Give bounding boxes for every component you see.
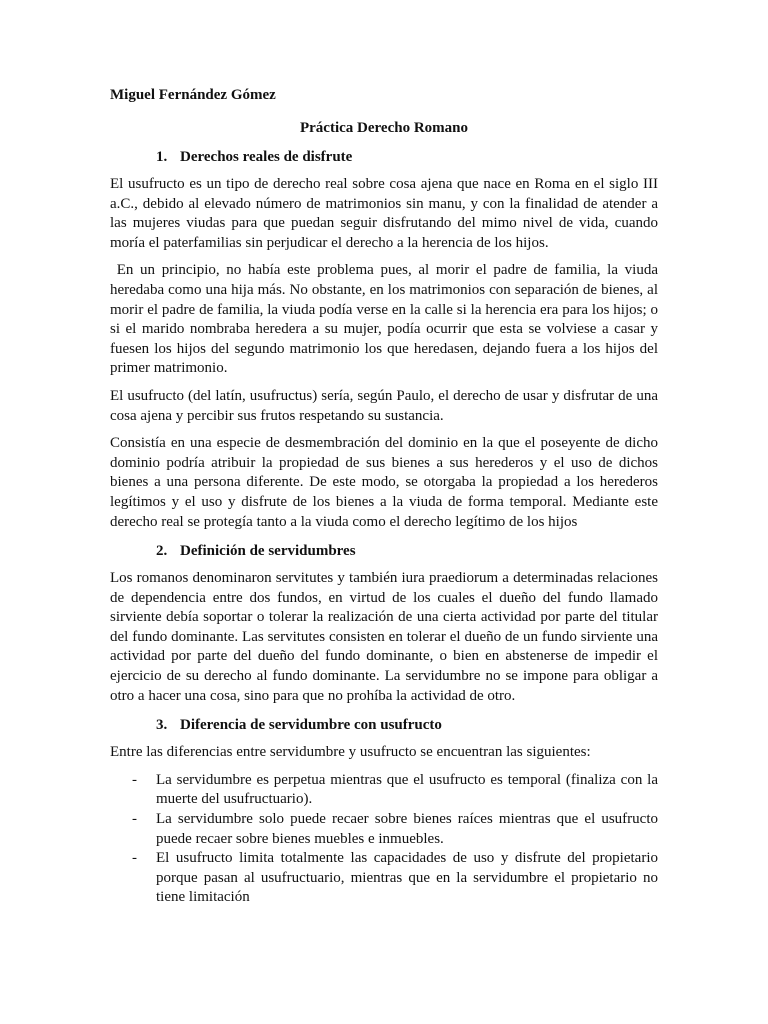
section-title: Derechos reales de disfrute: [180, 149, 353, 165]
section-number: 3.: [156, 717, 168, 734]
document-page: [110, 86, 662, 908]
bullet-dash: -: [132, 811, 137, 828]
section-title: Diferencia de servidumbre con usufructo: [180, 717, 442, 734]
list-item-text: La servidumbre solo puede recaer sobre bienes raíces mientras que el usufructo puede recaer sobre bienes muebles e inmuebles.: [156, 811, 658, 847]
section-title: Definición de servidumbres: [180, 543, 356, 560]
section-heading: [156, 542, 658, 561]
section-number: 1.: [156, 149, 168, 165]
list-item-text: El usufructo limita totalmente las capacidades de uso y disfrute del propietario porque pasan al usufructuario, mientras que en la servidumbre el propietario no tiene limitación: [156, 850, 658, 906]
paragraph: Los romanos denominaron servitutes y también iura praediorum a determinadas relaciones de dependencia entre dos fundos, en virtud de los cuales el dueño del fundo llamado sirviente debía soportar o tolerar la realización de una cierta actividad por parte del titular del fundo dominante. Las servitutes consisten en tolerar el dueño de un fundo sirviente una actividad por parte del dueño del fundo dominante, o bien en abstenerse de impedir el ejercicio de su derecho al fundo dominante. La servidumbre no se impone para obligar a otro a hacer una cosa, sino para que no prohíba la actividad de otro.: [110, 570, 658, 704]
author-name: Miguel Fernández Gómez: [110, 87, 276, 103]
paragraph: Entre las diferencias entre servidumbre y usufructo se encuentran las siguientes:: [110, 744, 591, 761]
document-title: Práctica Derecho Romano: [299, 120, 468, 136]
paragraph: En un principio, no había este problema pues, al morir el padre de familia, la viuda heredaba como una hija más. No obstante, en los matrimonios con separación de bienes, al morir el padre de familia, la viuda podía verse en la calle si la herencia era para los hijos; o si el marido nombraba heredera a su mujer, podía ocurrir que esta se volviese a casar y fuesen los hijos del segundo matrimonio los que heredasen, dejando fuera a los hijos del primer matrimonio.: [110, 262, 662, 377]
paragraph: Consistía en una especie de desmembración del dominio en la que el poseyente de dicho dominio podría atribuir la propiedad de sus bienes a sus herederos y el uso de dichos bienes a una persona diferente. De este modo, se otorgaba la propiedad a los herederos legítimos y el uso y disfrute de los bienes a la viuda de forma temporal. Mediante este derecho real se protegía tanto a la viuda como el derecho legítimo de los hijos: [110, 435, 658, 530]
paragraph: El usufructo es un tipo de derecho real sobre cosa ajena que nace en Roma en el siglo III a.C., debido al elevado número de matrimonios sin manu, y con la finalidad de atender a las mujeres viudas para que puedan seguir disfrutando del mimo nivel de vida, cuando moría el paterfamilias sin perjudicar el derecho a la herencia de los hijos.: [110, 176, 658, 251]
list-item: [110, 810, 658, 849]
section-heading: [156, 716, 658, 735]
section-heading: [156, 148, 658, 167]
list-item-text: La servidumbre es perpetua mientras que el usufructo es temporal (finaliza con la muerte del usufructuario).: [156, 771, 658, 808]
section-number: 2.: [156, 543, 168, 560]
bullet-dash: -: [132, 850, 137, 867]
list-item: [110, 849, 658, 908]
bullet-dash: -: [132, 771, 137, 788]
bullet-list: [110, 771, 658, 908]
paragraph: El usufructo (del latín, usufructus) sería, según Paulo, el derecho de usar y disfrutar de una cosa ajena y percibir sus frutos respetando su sustancia.: [110, 387, 658, 424]
list-item: [110, 771, 658, 810]
